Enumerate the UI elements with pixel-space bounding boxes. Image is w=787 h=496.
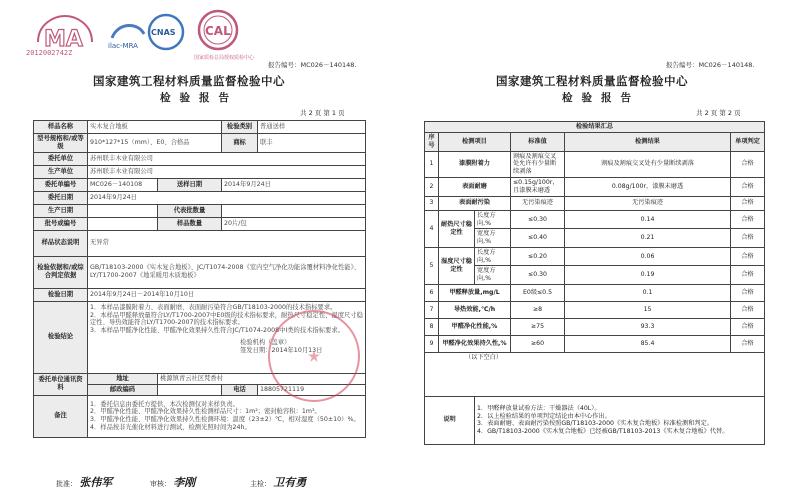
table-row (425, 318, 765, 335)
cnas-logo-text: CNAS (151, 28, 176, 37)
reviewer-signature (150, 474, 195, 490)
send-date-value: 2014年9月24日 (222, 178, 366, 191)
row-verdict: 合格 (731, 247, 765, 266)
inspector-name: 卫有勇 (273, 476, 307, 489)
reviewer-name: 李刚 (173, 476, 196, 489)
remark-4: 4．样品按非光催化材料进行测试，检测光照时间为24h。 (90, 424, 251, 432)
row-no: 4 (425, 210, 439, 247)
row-standard: ≥75 (511, 318, 565, 335)
row-verdict: 合格 (731, 284, 765, 301)
conclusion-item-3: 3．本样品甲醛净化性能、甲醛净化效果持久性符合JC/T1074-2008中I类的技术指标要求。 (90, 327, 344, 335)
page-count-page-2: 共 2 页 第 2 页 (696, 109, 741, 117)
row-sub-item: 长度方向,% (475, 210, 511, 229)
row-verdict: 合格 (731, 196, 765, 210)
spec-label: 型号规格和/或等级 (34, 134, 88, 153)
row-result: 0.19 (565, 266, 731, 285)
entrust-date-label: 委托日期 (34, 191, 88, 204)
representative-qty-label: 代表批数量 (158, 204, 222, 217)
row-standard: ≤0.20 (511, 247, 565, 266)
table-row (425, 335, 765, 352)
address-value: 桃源镇青云社区梵香村 (158, 373, 366, 384)
row-item: 表面耐磨 (439, 177, 511, 196)
row-sub-item: 宽度方向,% (475, 229, 511, 248)
sample-name-value: 实木复合地板 (88, 121, 222, 134)
row-result: 0.06 (565, 247, 731, 266)
table-row (425, 196, 765, 210)
producer-value: 苏州联丰木业有限公司 (88, 165, 366, 178)
row-no: 6 (425, 284, 439, 301)
row-verdict: 合格 (731, 151, 765, 177)
row-result: 15 (565, 301, 731, 318)
sample-name-label: 样品名称 (34, 121, 88, 134)
row-item: 甲醛净化效果持久性,% (439, 335, 511, 352)
batch-label: 批号或编号 (34, 217, 88, 230)
page-count: 共 2 页 第 1 页 (300, 109, 345, 117)
cma-number: 2012002742Z (26, 49, 73, 57)
conclusion-item-1: 1．本样品漆膜附着力、表面耐磨、表面耐污染符合GB/T18103-2000的技术指标要求。 (90, 303, 337, 311)
row-standard: 割痕及割痕交叉处允许有少量断续剥落 (511, 151, 565, 177)
conclusion-org: 检验机构（盖章） (240, 339, 291, 347)
spec-value: 910*127*15（mm）、E0、合格品 (88, 134, 222, 153)
order-no-value: MC026－140108 (88, 178, 158, 191)
cma-logo-text: MA (44, 27, 83, 52)
header-standard: 标准值 (511, 133, 565, 152)
representative-qty-value (222, 204, 366, 217)
reviewer-label: 审核： (150, 480, 171, 488)
table-row (425, 151, 765, 177)
header-no: 序号 (425, 133, 439, 152)
blank-note: （以下空白） (425, 352, 765, 396)
results-summary-title: 检验结果汇总 (425, 122, 765, 133)
note-item: 4．GB/T18103-2000《实木复合地板》已经被GB/T18103-2013《实木复合地板》代替。 (477, 428, 729, 435)
sample-state-label: 样品状态说明 (34, 230, 88, 256)
note-item: 1．甲醛释放量试验方法：干燥器法（40L）。 (477, 404, 601, 412)
header-verdict: 单项判定 (731, 133, 765, 152)
row-item: 漆膜附着力 (439, 151, 511, 177)
row-sub-item: 宽度方向,% (475, 266, 511, 285)
row-verdict: 合格 (731, 229, 765, 248)
producer-label: 生产单位 (34, 165, 88, 178)
cal-caption: 国家质检总局授权质检中心 (194, 55, 255, 61)
report-page-1 (0, 0, 393, 496)
row-result: 0.21 (565, 229, 731, 248)
table-row (425, 177, 765, 196)
client-value: 苏州联丰木业有限公司 (88, 152, 366, 165)
report-number-page-2: 报告编号：MC026－140148. (666, 61, 755, 69)
remarks-cell (88, 395, 366, 437)
remark-2: 2．甲醛净化性能、甲醛净化效果持久性检测样品尺寸：1m²；密封舱容积：1m³。 (90, 408, 321, 416)
row-result: 无污染痕迹 (565, 196, 731, 210)
organization-title: 国家建筑工程材料质量监督检验中心 (93, 74, 285, 88)
row-standard: E0级≤0.5 (511, 284, 565, 301)
table-row (425, 284, 765, 301)
brand-label: 商标 (222, 134, 258, 153)
conclusion-date: 签发日期：2014年10月13日 (240, 347, 323, 355)
document-title-page-2: 检验报告 (562, 92, 640, 104)
row-item: 湿度尺寸稳定性 (439, 247, 475, 284)
report-number: 报告编号：MC026－140148. (268, 61, 357, 69)
row-sub-item: 长度方向,% (475, 247, 511, 266)
table-row (425, 266, 765, 285)
note-item: 2．以上检验结果的单项判定结论由本中心作出。 (477, 412, 611, 420)
row-verdict: 合格 (731, 318, 765, 335)
entrust-date-value: 2014年9月24日 (88, 191, 366, 204)
note-item: 3．表面耐磨、表面耐污染按照GB/T18103-2000《实木复合地板》标准检测和判定。 (477, 420, 713, 428)
phone-value: 18805721119 (258, 384, 366, 395)
test-basis-label: 检验依据和/或综合判定依据 (34, 256, 88, 288)
test-date-label: 检验日期 (34, 288, 88, 301)
table-row (425, 247, 765, 266)
row-verdict: 合格 (731, 335, 765, 352)
notes-row (425, 396, 765, 444)
remark-3: 3．甲醛净化性能、甲醛净化效果持久性检测环境：温度（23±2）℃，相对湿度（50±10）%。 (90, 416, 360, 424)
remark-1: 1．委托信息由委托方提供，本次检测仅对来样负责。 (90, 400, 239, 408)
sample-state-value: 无异常 (88, 230, 366, 256)
address-label: 地址 (88, 373, 158, 384)
row-standard: ≤0.30 (511, 210, 565, 229)
cnas-logo (146, 12, 186, 52)
ilac-logo-text: ilac-MRA (108, 42, 138, 50)
phone-label: 电话 (222, 384, 258, 395)
row-standard: 无污染痕迹 (511, 196, 565, 210)
row-standard: ≤0.40 (511, 229, 565, 248)
contact-label: 委托单位通讯资料 (34, 373, 88, 395)
send-date-label: 送样日期 (158, 178, 222, 191)
notes-label: 说明 (425, 396, 475, 444)
inspector-signature (250, 474, 306, 490)
client-label: 委托单位 (34, 152, 88, 165)
organization-title-page-2: 国家建筑工程材料质量监督检验中心 (496, 74, 688, 88)
row-standard: ≤0.30 (511, 266, 565, 285)
row-verdict: 合格 (731, 210, 765, 229)
row-no: 2 (425, 177, 439, 196)
header-result: 检测结果 (565, 133, 731, 152)
row-item: 甲醛净化性能,% (439, 318, 511, 335)
row-item: 表面耐污染 (439, 196, 511, 210)
order-no-label: 委托单编号 (34, 178, 88, 191)
row-standard: ≥60 (511, 335, 565, 352)
postcode-label: 邮政编码 (88, 384, 158, 395)
row-no: 9 (425, 335, 439, 352)
sample-qty-label: 样品数量 (158, 217, 222, 230)
notes-cell (475, 396, 765, 444)
remarks-label: 备注 (34, 395, 88, 437)
postcode-value (158, 384, 222, 395)
table-row (425, 301, 765, 318)
conclusion-label: 检验结论 (34, 301, 88, 373)
row-no: 3 (425, 196, 439, 210)
row-no: 1 (425, 151, 439, 177)
table-row (425, 229, 765, 248)
row-no: 7 (425, 301, 439, 318)
production-date-value (88, 204, 158, 217)
sample-qty-value: 20片/包 (222, 217, 366, 230)
row-standard: ≥8 (511, 301, 565, 318)
row-no: 5 (425, 247, 439, 284)
header-item: 检测项目 (439, 133, 511, 152)
row-item: 导热效能,℃/h (439, 301, 511, 318)
report-page-2 (394, 0, 787, 496)
row-result: 0.1 (565, 284, 731, 301)
test-date-value: 2014年9月24日－2014年10月10日 (88, 288, 366, 301)
row-verdict: 合格 (731, 266, 765, 285)
batch-value (88, 217, 158, 230)
cal-logo (196, 8, 240, 52)
approver-signature (56, 474, 112, 490)
row-result: 93.3 (565, 318, 731, 335)
cal-logo-text: CAL (205, 24, 231, 38)
table-row (425, 210, 765, 229)
approver-label: 批准： (56, 480, 77, 488)
ilac-mra-logo (106, 16, 150, 56)
approver-name: 张伟军 (79, 476, 113, 489)
row-item: 耐热尺寸稳定性 (439, 210, 475, 247)
row-item: 甲醛释放量,mg/L (439, 284, 511, 301)
row-result: 0.14 (565, 210, 731, 229)
results-table (424, 121, 765, 445)
row-verdict: 合格 (731, 301, 765, 318)
row-no: 8 (425, 318, 439, 335)
test-basis-value: GB/T18103-2000《实木复合地板》、JC/T1074-2008《室内空气净化功能涂覆材料净化性能》、LY/T1700-2007《地采暖用木质地板》 (88, 256, 366, 288)
test-category-value: 普通送样 (258, 121, 366, 134)
row-result: 85.4 (565, 335, 731, 352)
row-result: 割痕及割痕交叉处有少量断续剥落 (565, 151, 731, 177)
document-title: 检验报告 (160, 92, 238, 104)
blank-area-row (425, 352, 765, 396)
production-date-label: 生产日期 (34, 204, 88, 217)
test-category-label: 检验类别 (222, 121, 258, 134)
inspection-stamp (268, 310, 360, 402)
row-result: 0.08g/100r，漆膜未磨透 (565, 177, 731, 196)
row-verdict: 合格 (731, 177, 765, 196)
conclusion-item-2: 2．本样品甲醛释放量符合LY/T1700-2007中E0级的技术指标要求，耐热尺寸稳定性、湿度尺寸稳定性、导热效能符合LY/T1700-2007的技术指标要求。 (90, 311, 363, 327)
brand-value: 联丰 (258, 134, 366, 153)
row-standard: ≤0.15g/100r，且漆膜未磨透 (511, 177, 565, 196)
inspector-label: 主检： (250, 480, 271, 488)
